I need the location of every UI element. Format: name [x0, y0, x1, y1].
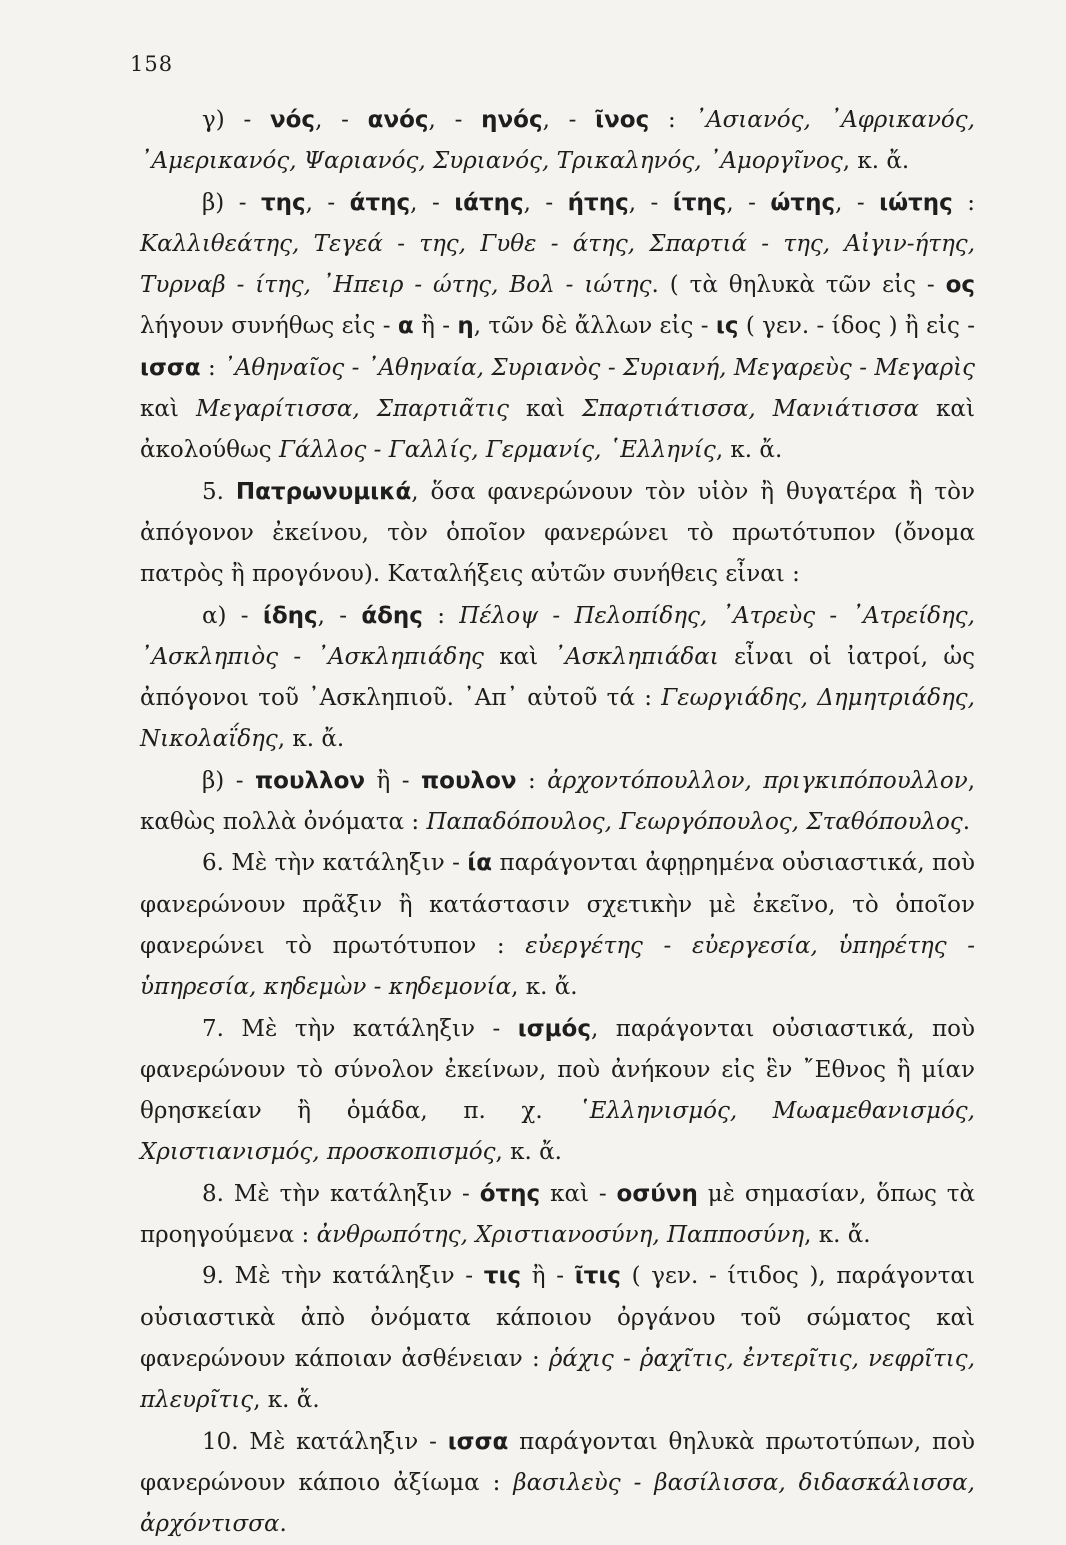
text-run: 5.: [202, 479, 236, 505]
suffix-term: άδης: [361, 603, 423, 629]
text-run: καὶ: [484, 644, 554, 670]
text-run: , κ. ἄ.: [804, 1222, 870, 1248]
suffix-term: ῖνος: [595, 107, 649, 133]
example-words: ἀνθρωπότης, Χριστιανοσύνη, Παπποσύνη: [317, 1222, 805, 1248]
example-words: ᾿Αθηναῖος - ᾿Αθηναία, Συριανὸς - Συριανή, Μεγαρεὺς - Μεγαρὶς: [223, 355, 975, 381]
suffix-term: ίδης: [263, 603, 318, 629]
example-words: ῾Ελληνισμός, Μωαμεθανισμός, Χριστιανισμός, προσκοπισμός: [140, 1098, 975, 1165]
text-run: .: [280, 1511, 287, 1537]
text-run: καὶ -: [540, 1181, 616, 1207]
suffix-term: ισσα: [448, 1429, 509, 1455]
text-run: , ὅσα φανερώνουν τὸν υἱὸν ἢ θυγατέρα ἢ τὸν ἀπόγονον ἐκείνου, τὸν ὁποῖον φανερώνει τὸ πρωτότυπον (ὄνομα πατρὸς ἢ προγόνου). Καταλήξεις αὐτῶν συνήθεις εἶναι :: [140, 479, 975, 588]
suffix-term: ος: [946, 272, 975, 298]
text-run: καὶ ἀκολούθως: [140, 396, 975, 463]
suffix-term: πουλλον: [255, 768, 365, 794]
example-words: Γεωργιάδης, Δημητριάδης, Νικολαΐδης: [140, 685, 975, 752]
example-words: Γάλλος - Γαλλίς, Γερμανίς, ῾Ελληνίς: [279, 437, 716, 463]
suffix-term: Πατρωνυμικά: [236, 479, 411, 505]
text-run: , -: [410, 190, 454, 216]
text-run: παράγονται θηλυκὰ πρωτοτύπων, ποὺ φανερώνουν κάποιο ἀξίωμα :: [140, 1429, 975, 1496]
text-run: καὶ: [509, 396, 582, 422]
text-run: 9. Μὲ τὴν κατάληξιν -: [202, 1263, 484, 1289]
text-run: 10. Μὲ κατάληξιν -: [202, 1429, 448, 1455]
text-run: , -: [429, 107, 482, 133]
suffix-term: ις: [716, 313, 739, 339]
suffix-term: ότης: [480, 1181, 541, 1207]
suffix-term: ισσα: [140, 355, 201, 381]
page-body: [140, 100, 975, 1545]
suffix-term: ανός: [368, 107, 429, 133]
text-run: , τῶν δὲ ἄλλων εἰς -: [474, 313, 716, 339]
text-run: καὶ: [140, 396, 196, 422]
text-run: , κ. ἄ.: [843, 148, 909, 174]
paragraph-6-ia: [140, 843, 975, 1008]
example-words: Πέλοψ - Πελοπίδης, ᾿Ατρεὺς - ᾿Ατρείδης, ᾿Ασκληπιὸς - ᾿Ασκληπιάδης: [140, 603, 975, 670]
text-run: .: [963, 809, 970, 835]
example-words: ᾿Ασιανός, ᾿Αφρικανός, ᾿Αμερικανός, Ψαριανός, Συριανός, Τρικαληνός, ᾿Αμοργῖνος: [140, 107, 975, 174]
paragraph-10-issa: [140, 1422, 975, 1545]
text-run: β) -: [202, 768, 255, 794]
paragraph-alpha-patronymics: [140, 596, 975, 761]
paragraph-8-otis: [140, 1174, 975, 1257]
text-run: , κ. ἄ.: [496, 1139, 562, 1165]
text-run: 7. Μὲ τὴν κατάληξιν -: [202, 1016, 518, 1042]
paragraph-9-itis: [140, 1256, 975, 1421]
text-run: , κ. ἄ.: [253, 1387, 319, 1413]
suffix-term: ισμός: [518, 1016, 591, 1042]
text-run: γ) -: [202, 107, 270, 133]
suffix-term: α: [398, 313, 414, 339]
text-run: εἶναι οἱ ἰατροί, ὡς ἀπόγονοι τοῦ ᾿Ασκληπιοῦ. ᾿Απ᾿ αὐτοῦ τά :: [140, 644, 975, 711]
text-run: παράγονται ἀφῃρημένα οὐσιαστικά, ποὺ φανερώνουν πρᾶξιν ἢ κατάστασιν σχετικὴν μὲ ἐκεῖνο, τὸ ὁποῖον φανερώνει τὸ πρωτότυπον :: [140, 850, 975, 959]
suffix-term: ήτης: [568, 190, 629, 216]
text-run: α) -: [202, 603, 263, 629]
text-run: , -: [629, 190, 673, 216]
suffix-term: ιώτης: [879, 190, 953, 216]
example-words: ῥάχις - ῥαχῖτις, ἐντερῖτις, νεφρῖτις, πλευρῖτις: [140, 1346, 975, 1413]
suffix-term: άτης: [350, 190, 411, 216]
text-run: , -: [524, 190, 568, 216]
text-run: , -: [318, 603, 362, 629]
suffix-term: ώτης: [770, 190, 835, 216]
suffix-term: ίτης: [673, 190, 727, 216]
text-run: :: [517, 768, 548, 794]
example-words: Μεγαρίτισσα, Σπαρτιᾶτις: [196, 396, 509, 422]
suffix-term: ηνός: [481, 107, 542, 133]
text-run: , -: [835, 190, 879, 216]
text-run: , καθὼς πολλὰ ὀνόματα :: [140, 768, 975, 835]
text-run: :: [649, 107, 694, 133]
example-words: ἀρχοντόπουλλον, πριγκιπόπουλλον: [547, 768, 967, 794]
example-words: βασιλεὺς - βασίλισσα, διδασκάλισσα, ἀρχόντισσα: [140, 1470, 975, 1537]
text-run: ( γεν. - ίτιδος ), παράγονται οὐσιαστικὰ ἀπὸ ὀνόματα κάποιου ὀργάνου τοῦ σώματος καὶ φανερώνουν κάποιαν ἀσθένειαν :: [140, 1263, 975, 1372]
paragraph-beta-endings: [140, 183, 975, 472]
text-run: ἢ -: [521, 1263, 575, 1289]
text-run: 6. Μὲ τὴν κατάληξιν -: [202, 850, 467, 876]
example-words: Σπαρτιάτισσα, Μανιάτισσα: [582, 396, 919, 422]
example-words: ᾿Ασκληπιάδαι: [554, 644, 719, 670]
suffix-term: τις: [484, 1263, 521, 1289]
page-number: 158: [130, 52, 173, 76]
suffix-term: η: [457, 313, 473, 339]
text-run: , κ. ἄ.: [278, 726, 344, 752]
suffix-term: νός: [270, 107, 315, 133]
text-run: , -: [315, 107, 368, 133]
text-run: :: [953, 190, 975, 216]
text-run: ἢ -: [365, 768, 421, 794]
text-run: , κ. ἄ.: [716, 437, 782, 463]
paragraph-gamma-endings: [140, 100, 975, 183]
example-words: Παπαδόπουλος, Γεωργόπουλος, Σταθόπουλος: [426, 809, 962, 835]
paragraph-beta-poulos: [140, 761, 975, 844]
text-run: ( γεν. - ίδος ) ἢ εἰς -: [738, 313, 975, 339]
text-run: , κ. ἄ.: [511, 974, 577, 1000]
text-run: :: [201, 355, 224, 381]
suffix-term: ία: [467, 850, 492, 876]
example-words: εὐεργέτης - εὐεργεσία, ὑπηρέτης - ὑπηρεσία, κηδεμὼν - κηδεμονία: [140, 933, 975, 1000]
text-run: , παράγονται οὐσιαστικά, ποὺ φανερώνουν τὸ σύνολον ἐκείνων, ποὺ ἀνήκουν εἰς ἓν ῎Εθνος ἢ μίαν θρησκείαν ἢ ὁμάδα, π. χ.: [140, 1016, 975, 1125]
paragraph-7-ismos: [140, 1009, 975, 1174]
text-run: β) -: [202, 190, 261, 216]
suffix-term: οσύνη: [617, 1181, 698, 1207]
text-run: . ( τὰ θηλυκὰ τῶν εἰς -: [651, 272, 945, 298]
text-run: , -: [306, 190, 350, 216]
text-run: :: [423, 603, 459, 629]
text-run: 8. Μὲ τὴν κατάληξιν -: [202, 1181, 480, 1207]
example-words: Καλλιθεάτης, Τεγεά - της, Γυθε - άτης, Σπαρτιά - της, Αἰγιν-ήτης, Τυρναβ - ίτης, ᾿Ηπειρ - ώτης, Βολ - ιώτης: [140, 231, 975, 298]
suffix-term: ιάτης: [454, 190, 523, 216]
text-run: , -: [543, 107, 596, 133]
suffix-term: πουλον: [421, 768, 517, 794]
text-run: μὲ σημασίαν, ὅπως τὰ προηγούμενα :: [140, 1181, 975, 1248]
suffix-term: ῖτις: [575, 1263, 621, 1289]
text-run: , -: [726, 190, 770, 216]
text-run: λήγουν συνήθως εἰς -: [140, 313, 398, 339]
paragraph-5-patronymics: [140, 472, 975, 596]
text-run: ἢ -: [414, 313, 458, 339]
suffix-term: της: [261, 190, 306, 216]
